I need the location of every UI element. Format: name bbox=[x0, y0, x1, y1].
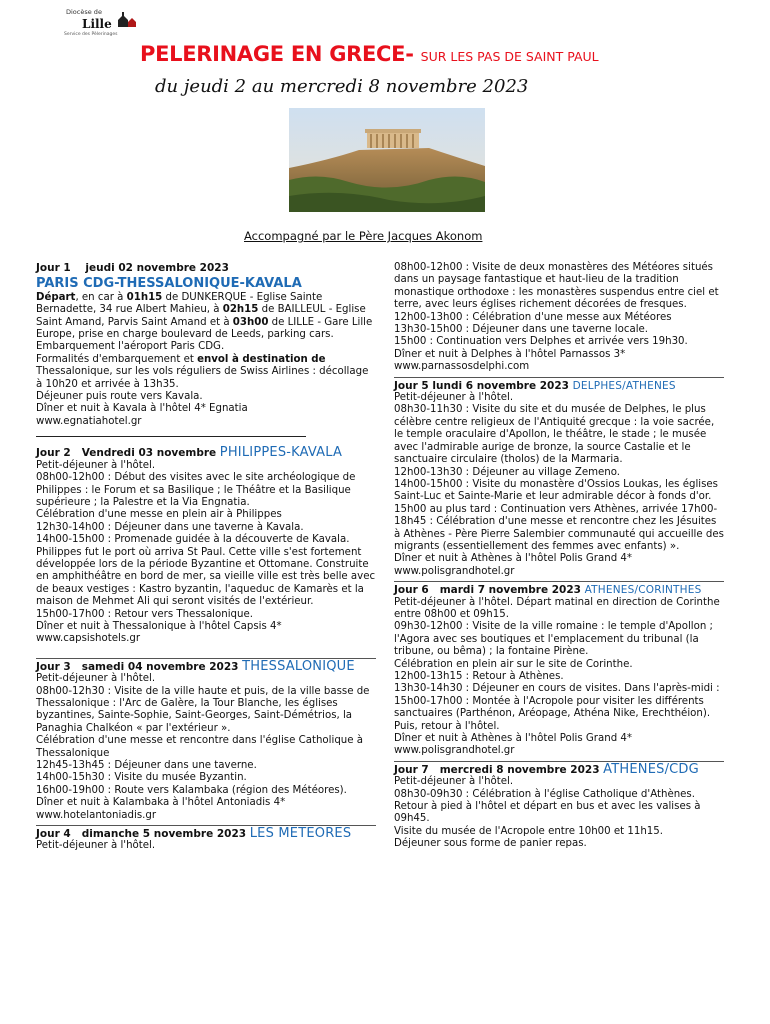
day2-label: Jour 2 bbox=[36, 447, 71, 460]
day7-body bbox=[394, 776, 724, 850]
day7-heading bbox=[394, 761, 724, 777]
title-main: PELERINAGE EN GRECE- bbox=[140, 42, 414, 66]
day6-label: Jour 6 bbox=[394, 584, 429, 597]
day3-heading bbox=[36, 658, 376, 674]
day3-line: 08h00-12h30 : Visite de la ville haute et puis, de la ville basse de Thessalonique : l'Arc de Galère, la Tour Blanche, les églises byzantines, Sainte-Sophie, Saint-Georges, Saint-Démétrios, la Panaghia Chalkéon « par l'extérieur ». bbox=[36, 685, 370, 734]
day2-line: 12h30-14h00 : Déjeuner dans une taverne à Kavala. bbox=[36, 521, 304, 533]
day6-line: Petit-déjeuner à l'hôtel. Départ matinal en direction de Corinthe entre 08h00 et 09h15. bbox=[394, 596, 720, 620]
day4-continued bbox=[394, 262, 724, 374]
day2-line: Célébration d'une messe en plein air à Philippes bbox=[36, 509, 282, 521]
day1-departure: Départ, en car à 01h15 de DUNKERQUE - Eglise Sainte Bernadette, 34 rue Albert Mahieu, à 02h15 de BAILLEUL - Eglise Saint Amand, Parvis Saint Amand et à 03h00 de LILLE - Gare Lille Europe, prise en charge boulevard de Leeds, parking cars. bbox=[36, 291, 373, 341]
divider bbox=[36, 436, 306, 437]
left-column bbox=[36, 262, 376, 853]
day2-line: 08h00-12h00 : Début des visites avec le site archéologique de Philippes : le Forum et sa Basilique ; le Théâtre et la Basilique supérieure ; la Palestre et la Via Engnatia. bbox=[36, 472, 356, 508]
logo-line-1: Diocèse de bbox=[66, 8, 102, 16]
day3-line: Petit-déjeuner à l'hôtel. bbox=[36, 673, 156, 685]
day6-line: 12h00-13h15 : Retour à Athènes. bbox=[394, 671, 564, 682]
title-subtitle: SUR LES PAS DE SAINT PAUL bbox=[420, 49, 599, 64]
day1-boarding: Embarquement l'aéroport Paris CDG. bbox=[36, 341, 225, 353]
day6-place: ATHENES/CORINTHES bbox=[584, 584, 702, 597]
day5-hotel-link[interactable]: www.polisgrandhotel.gr bbox=[394, 565, 515, 577]
day5-line: 12h00-13h30 : Déjeuner au village Zemeno. bbox=[394, 466, 621, 478]
day7-place: ATHENES/CDG bbox=[603, 761, 699, 777]
day3-line: 12h45-13h45 : Déjeuner dans une taverne. bbox=[36, 760, 257, 772]
day1-label: Jour 1 bbox=[36, 262, 71, 274]
day6-hotel-link[interactable]: www.polisgrandhotel.gr bbox=[394, 745, 515, 757]
day2-date: Vendredi 03 novembre bbox=[81, 447, 217, 460]
day7-line: Retour à pied à l'hôtel et départ en bus et avec les valises à 09h45. bbox=[394, 801, 701, 825]
day7-label: Jour 7 bbox=[394, 763, 429, 776]
day1-place: PARIS CDG-THESSALONIQUE-KAVALA bbox=[36, 276, 302, 292]
day5-label: Jour 5 bbox=[394, 379, 429, 392]
day4-line: Petit-déjeuner à l'hôtel. bbox=[36, 840, 156, 852]
day2-place: PHILIPPES-KAVALA bbox=[219, 445, 343, 461]
logo-line-3: Service des Pèlerinages bbox=[64, 32, 118, 37]
day2-heading bbox=[36, 447, 376, 459]
day3-label: Jour 3 bbox=[36, 660, 71, 673]
trip-dates: du jeudi 2 au mercredi 8 novembre 2023 bbox=[155, 76, 529, 97]
day5-line: 15h00 au plus tard : Continuation vers Athènes, arrivée 17h00-18h45 : Célébration d'une messe et rencontre chez les Jésuites à Athènes - Père Pierre Salembier communauté qui accueille des migrants (essentiellement des femmes avec enfants) ». bbox=[394, 503, 724, 552]
day6-line: 13h30-14h30 : Déjeuner en cours de visites. Dans l'après-midi : bbox=[394, 683, 720, 695]
day1-flight: Formalités d'embarquement et envol à destination de Thessalonique, sur les vols réguliers de Swiss Airlines : décollage à 10h20 et arrivée à 13h35. bbox=[36, 353, 369, 390]
day6-body bbox=[394, 597, 724, 758]
day4-line: 15h00 : Continuation vers Delphes et arrivée vers 19h30. bbox=[394, 336, 688, 348]
day4-heading bbox=[36, 828, 376, 840]
divider bbox=[394, 377, 724, 378]
day4-hotel-link[interactable]: www.parnassosdelphi.com bbox=[394, 361, 530, 373]
day1-lunch: Déjeuner puis route vers Kavala. bbox=[36, 391, 203, 403]
day5-line: Dîner et nuit à Athènes à l'hôtel Polis Grand 4* bbox=[394, 553, 632, 565]
day2-line: 15h00-17h00 : Retour vers Thessalonique. bbox=[36, 608, 253, 620]
day5-place: DELPHES/ATHENES bbox=[572, 379, 676, 392]
day5-heading bbox=[394, 380, 724, 392]
day1-hotel-link[interactable]: www.egnatiahotel.gr bbox=[36, 415, 142, 427]
day4-place: LES METEORES bbox=[249, 826, 352, 842]
day4-label: Jour 4 bbox=[36, 828, 71, 841]
diocese-logo bbox=[60, 6, 142, 42]
day1-hotel: Dîner et nuit à Kavala à l'hôtel 4* Egnatia bbox=[36, 403, 248, 415]
day5-line: Petit-déjeuner à l'hôtel. bbox=[394, 392, 514, 404]
page-title bbox=[140, 42, 599, 66]
day4-line: 08h00-12h00 : Visite de deux monastères des Météores situés dans un paysage fantastique et haut-lieu de la tradition monastique orthodoxe : les monastères suspendus entre ciel et terre, avec leurs églises richement décorées de fresques. bbox=[394, 262, 719, 311]
day3-body bbox=[36, 673, 376, 822]
acropolis-photo bbox=[289, 108, 485, 212]
day6-date: mardi 7 novembre 2023 bbox=[439, 584, 581, 597]
day5-line: 08h30-11h30 : Visite du site et du musée de Delphes, le plus célèbre centre religieux de l'Antiquité grecque : la voie sacrée, le temple oraculaire d'Apollon, le théâtre, le stade ; le musée avec l'admirable aurige de bronze, la source Castalie et le sanctuaire circulaire (tholos) de la Marmaria. bbox=[394, 404, 715, 466]
day7-line: 08h30-09h30 : Célébration à l'église Catholique d'Athènes. bbox=[394, 788, 695, 800]
day7-line: Visite du musée de l'Acropole entre 10h00 et 11h15. bbox=[394, 825, 663, 837]
day2-body bbox=[36, 460, 376, 646]
day6-line: Célébration en plein air sur le site de Corinthe. bbox=[394, 658, 633, 670]
day2-hotel-link[interactable]: www.capsishotels.gr bbox=[36, 633, 141, 645]
day6-line: 09h30-12h00 : Visite de la ville romaine : le temple d'Apollon ; l'Agora avec ses boutiques et l'emplacement du tribunal (la tribune, ou bêma) ; la fontaine Pirène. bbox=[394, 621, 713, 658]
day1-date: jeudi 02 novembre 2023 bbox=[85, 262, 229, 274]
day4-line: 12h00-13h00 : Célébration d'une messe aux Météores bbox=[394, 311, 672, 323]
day4-line: Dîner et nuit à Delphes à l'hôtel Parnassos 3* bbox=[394, 348, 626, 360]
day4-date: dimanche 5 novembre 2023 bbox=[81, 828, 247, 841]
day4-line: 13h30-15h00 : Déjeuner dans une taverne locale. bbox=[394, 324, 649, 336]
day2-line: Dîner et nuit à Thessalonique à l'hôtel Capsis 4* bbox=[36, 620, 282, 632]
logo-line-2: Lille bbox=[82, 17, 112, 31]
divider bbox=[394, 581, 724, 582]
right-column bbox=[394, 262, 724, 851]
day2-line: Petit-déjeuner à l'hôtel. bbox=[36, 459, 156, 471]
day3-line: 14h00-15h30 : Visite du musée Byzantin. bbox=[36, 772, 247, 784]
day5-date: lundi 6 novembre 2023 bbox=[432, 379, 569, 392]
day6-heading bbox=[394, 584, 724, 596]
day3-line: 16h00-19h00 : Route vers Kalambaka (région des Météores). bbox=[36, 784, 347, 796]
day6-line: 15h00-17h00 : Montée à l'Acropole pour visiter les différents sanctuaires (Parthénon, Aréopage, Athéna Nike, Erechthéion). Puis, retour à l'hôtel. bbox=[394, 695, 711, 732]
church-icon bbox=[116, 12, 138, 28]
day5-line: 14h00-15h00 : Visite du monastère d'Ossios Loukas, les églises Saint-Luc et Sainte-Marie et leur admirable décor à fonds d'or. bbox=[394, 478, 718, 503]
accompanied-by: Accompagné par le Père Jacques Akonom bbox=[244, 229, 483, 243]
day7-date: mercredi 8 novembre 2023 bbox=[439, 763, 600, 776]
day5-body bbox=[394, 392, 724, 578]
day3-date: samedi 04 novembre 2023 bbox=[81, 660, 239, 673]
day3-line: Célébration d'une messe et rencontre dans l'église Catholique à Thessalonique bbox=[36, 735, 363, 759]
day3-hotel-link[interactable]: www.hotelantoniadis.gr bbox=[36, 809, 157, 821]
day7-line: Déjeuner sous forme de panier repas. bbox=[394, 838, 587, 850]
day1-heading bbox=[36, 262, 376, 274]
day2-line: 14h00-15h00 : Promenade guidée à la découverte de Kavala. Philippes fut le port où arriva St Paul. Cette ville s'est fortement développée lors de la période Byzantine et Ottomane. Construite en amphithéâtre en bord de mer, sa vieille ville est très belle avec de beaux vestiges : Kastro byzantin, l'aqueduc de Kamarès et la maison de Mehmet Ali qui seront visités de l'extérieur. bbox=[36, 534, 376, 608]
day3-line: Dîner et nuit à Kalambaka à l'hôtel Antoniadis 4* bbox=[36, 797, 286, 809]
day3-place: THESSALONIQUE bbox=[242, 658, 355, 674]
day6-line: Dîner et nuit à Athènes à l'hôtel Polis Grand 4* bbox=[394, 733, 632, 745]
day7-line: Petit-déjeuner à l'hôtel. bbox=[394, 776, 514, 788]
